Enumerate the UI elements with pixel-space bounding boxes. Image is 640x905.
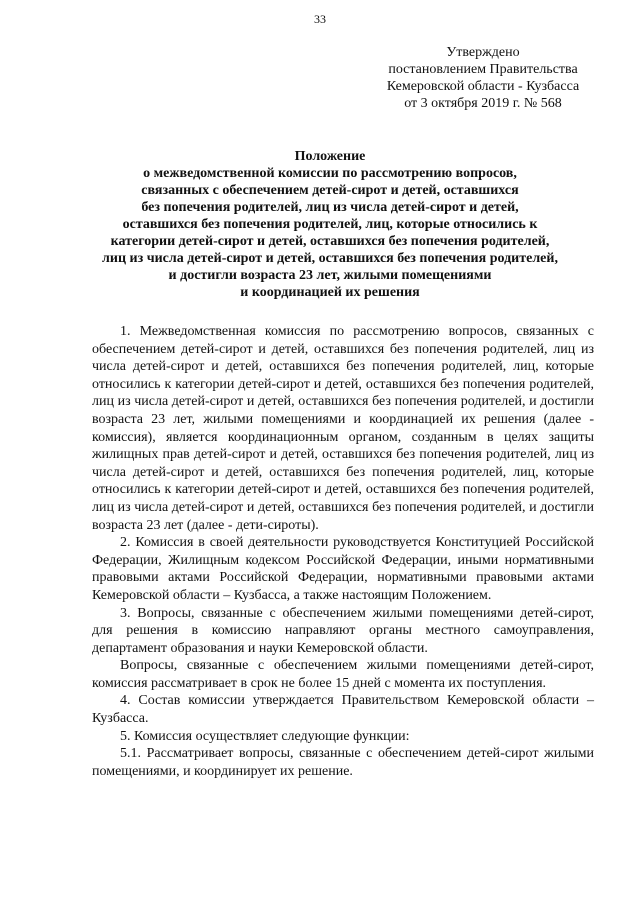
title-line: и достигли возраста 23 лет, жилыми помещениями [168,268,492,283]
title-line: без попечения родителей, лиц из числа детей-сирот и детей, [141,200,519,215]
document-title [70,148,590,301]
approval-line: от 3 октября 2019 г. № 568 [404,96,562,111]
paragraph: 5.1. Рассматривает вопросы, связанные с обеспечением детей-сирот жилыми помещениями, и координирует их решение. [92,746,594,779]
title-line: и координацией их решения [240,285,420,300]
title-line: оставшихся без попечения родителей, лиц, которые относились к [122,217,538,232]
approval-line: Кемеровской области - Кузбасса [386,79,580,94]
paragraph: 3. Вопросы, связанные с обеспечением жилыми помещениями детей-сирот, для решения в комиссию направляют органы местного самоуправления, департамент образования и науки Кемеровской области. [92,605,594,656]
title-line: о межведомственной комиссии по рассмотрению вопросов, [143,166,517,181]
approval-line: Утверждено [446,45,520,60]
title-line: категории детей-сирот и детей, оставшихся без попечения родителей, [110,234,550,249]
page-number: 33 [314,12,326,26]
approval-block [370,44,596,112]
paragraph: 1. Межведомственная комиссия по рассмотрению вопросов, связанных с обеспечением детей-сирот и детей, оставшихся без попечения родителей, лиц из числа детей-сирот и детей, оставшихся без попечения родителей, лиц, которые относились к категории детей-сирот и детей, оставшихся без попечения родителей, лиц из числа детей-сирот и детей, оставшихся без попечения родителей, и достигли возраста 23 лет, жилыми помещениями и координацией их решения (далее - комиссия), является координационным органом, созданным в целях защиты жилищных прав детей-сирот и детей, оставшихся без попечения родителей, лиц из числа детей-сирот и детей, оставшихся без попечения родителей, лиц, которые относились к категории детей-сирот и детей, оставшихся без попечения родителей, лиц из числа детей-сирот и детей, оставшихся без попечения родителей, и достигли возраста 23 лет (далее - дети-сироты). [92,324,594,533]
paragraph: Вопросы, связанные с обеспечением жилыми помещениями детей-сирот, комиссия рассматривает в срок не более 15 дней с момента их поступления. [92,658,594,691]
title-line: лиц из числа детей-сирот и детей, оставшихся без попечения родителей, [102,251,558,266]
paragraph: 4. Состав комиссии утверждается Правительством Кемеровской области – Кузбасса. [92,693,594,727]
paragraph: 5. Комиссия осуществляет следующие функции: [120,728,410,744]
paragraph: 2. Комиссия в своей деятельности руководствуется Конституцией Российской Федерации, Жилищным кодексом Российской Федерации, иными нормативными правовыми актами Российской Федерации, нормативными правовыми актами Кемеровской области – Кузбасса, а также настоящим Положением. [92,535,594,603]
title-line: Положение [294,149,366,164]
document-body [92,323,594,780]
approval-line: постановлением Правительства [388,62,578,77]
title-line: связанных с обеспечением детей-сирот и детей, оставшихся [141,183,519,198]
